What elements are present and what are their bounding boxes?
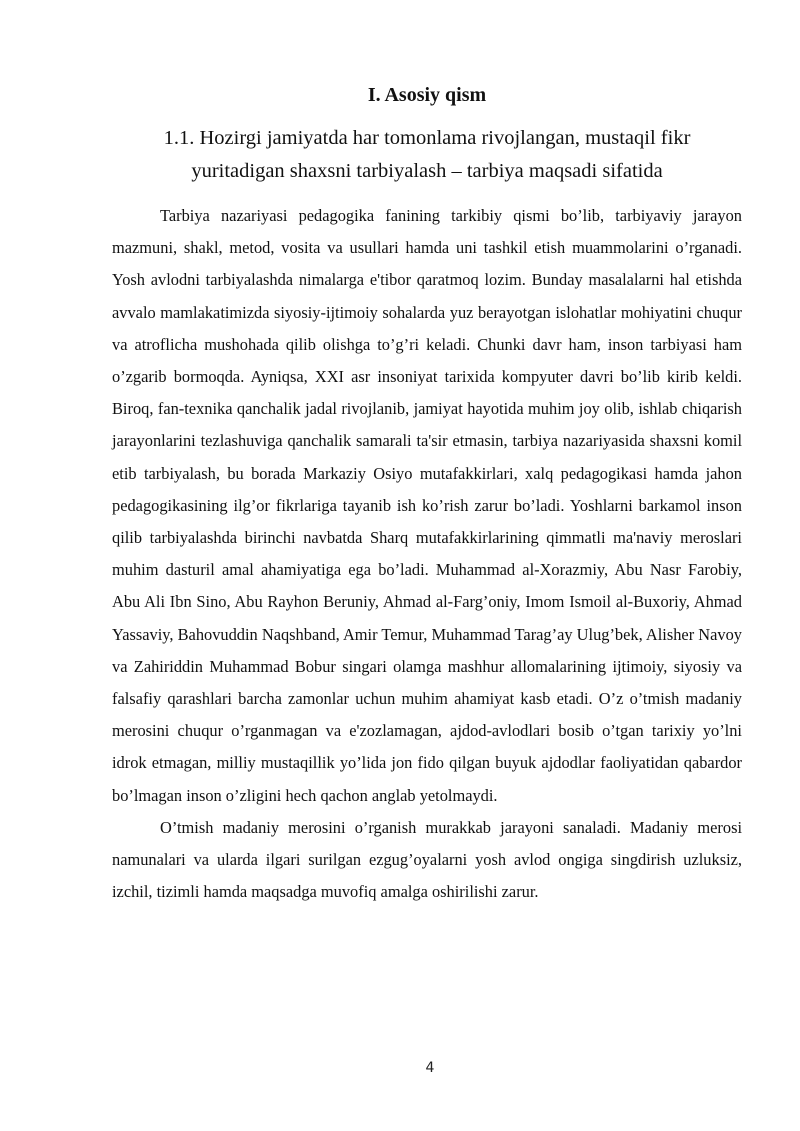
subsection-title-line-1: 1.1. Hozirgi jamiyatda har tomonlama rivojlangan, mustaqil fikr xyxy=(163,127,691,149)
page-number: 4 xyxy=(425,1060,435,1076)
body-paragraph-2: O’tmish madaniy merosini o’rganish murakkab jarayoni sanaladi. Madaniy merosi namunalari va ularda ilgari surilgan ezgug’oyalarni yosh avlod ongiga singdirish uzluksiz, izchil, tizimli hamda maqsadga muvofiq amalga oshirilishi zarur. xyxy=(112,817,742,902)
body-paragraph-1: Tarbiya nazariyasi pedagogika fanining tarkibiy qismi bo’lib, tarbiyaviy jarayon mazmuni, shakl, metod, vosita va usullari hamda uni tashkil etish muammolarini o’rganadi. Yosh avlodni tarbiyalashda nimalarga e'tibor qaratmoq lozim. Bunday masalalarni hal etishda avvalo mamlakatimizda siyosiy-ijtimoiy sohalarda yuz berayotgan islohatlar mohiyatini chuqur va atroflicha mushohada qilib olishga to’g’ri keladi. Chunki davr ham, inson tarbiyasi ham o’zgarib bormoqda. Ayniqsa, XXI asr insoniyat tarixida kompyuter davri bo’lib kirib keldi. Biroq, fan-texnika qanchalik jadal rivojlanib, jamiyat hayotida muhim joy olib, ishlab chiqarish jarayonlarini tezlashuviga qanchalik samarali ta'sir etmasin, tarbiya nazariyasida shaxsni komil etib tarbiyalash, bu borada Markaziy Osiyo mutafakkirlari, xalq pedagogikasi hamda jahon pedagogikasining ilg’or fikrlariga tayanib ish ko’rish zarur bo’ladi. Yoshlarni barkamol inson qilib tarbiyalashda birinchi navbatda Sharq mutafakkirlarining qimmatli ma'naviy meroslari muhim dasturil amal ahamiyatiga ega bo’ladi. Muhammad al-Xorazmiy, Abu Nasr Farobiy, Abu Ali Ibn Sino, Abu Rayhon Beruniy, Ahmad al-Farg’oniy, Imom Ismoil al-Buxoriy, Ahmad Yassaviy, Bahovuddin Naqshband, Amir Temur, Muhammad Tarag’ay Ulug’bek, Alisher Navoy va Zahiriddin Muhammad Bobur singari olamga mashhur allomalarining ijtimoiy, siyosiy va falsafiy qarashlari barcha zamonlar uchun muhim ahamiyat kasb etadi. O’z o’tmish madaniy merosini chuqur o’rganmagan va e'zozlamagan, ajdod-avlodlari bosib o’tgan tarixiy yo’lni idrok etmagan, milliy mustaqillik yo’lida jon fido qilgan buyuk ajdodlar faoliyatidan qabardor bo’lmagan inson o’zligini hech qachon anglab yetolmaydi. xyxy=(112,206,742,805)
section-title: I. Asosiy qism xyxy=(367,84,487,106)
subsection-title xyxy=(112,122,742,188)
subsection-title-line-2: yuritadigan shaxsni tarbiyalash – tarbiya maqsadi sifatida xyxy=(191,160,663,182)
document-page xyxy=(112,72,742,908)
